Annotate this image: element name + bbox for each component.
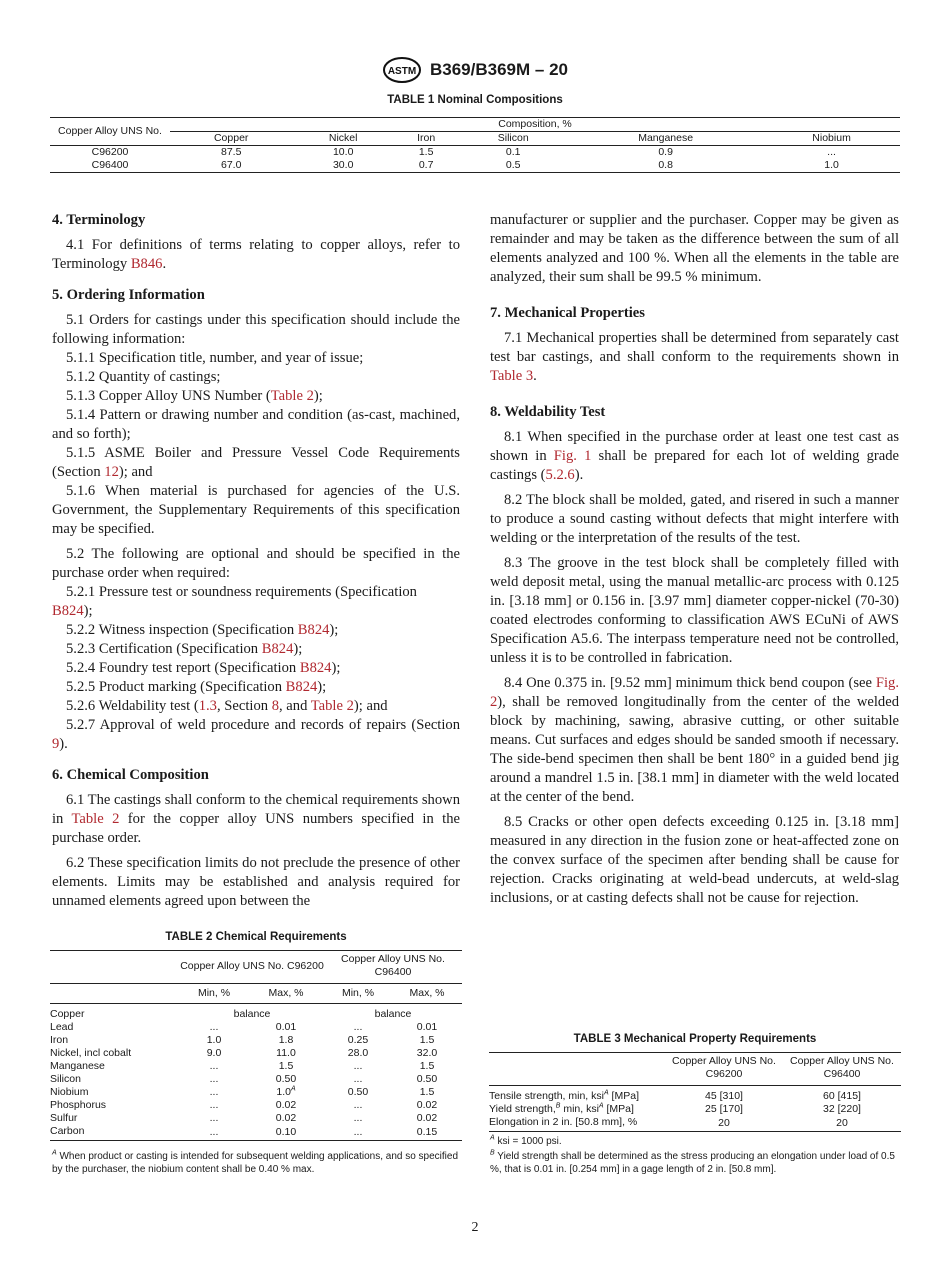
paragraph: 5.2.4 Foundry test report (Specification B824);: [66, 660, 341, 676]
table1-col-header: Nickel: [328, 132, 358, 144]
ref-link[interactable]: Table 2: [71, 811, 120, 827]
table-row: Carbon ... 0.10 ... 0.15: [50, 1125, 438, 1138]
ref-link[interactable]: Table 2: [270, 388, 314, 404]
ref-link[interactable]: 5.2.6: [545, 467, 575, 483]
table2: [50, 950, 462, 1141]
paragraph: 8.5 Cracks or other open defects exceeding 0.125 in. [3.18 mm] measured in any direction in the fusion zone or heat-affected zone on the convex surface of the specimen after bending shall be cause for rejection. Cracks originating at weld-bead undercuts, at weld-slag inclusions, or at casting defects shall not be cause for rejection.: [490, 814, 899, 906]
paragraph: 7.1 Mechanical properties shall be determined from separately cast test bar castings, and shall conform to the requirements shown in Table 3.: [490, 330, 899, 384]
paragraph: 6.2 These specification limits do not preclude the presence of other elements. Limits may be established and analysis required for unnamed elements agreed upon between the: [52, 855, 460, 909]
table-row: Niobium ... $1.0^A$ 0.50 1.5: [50, 1085, 435, 1098]
paragraph: 4.1 For definitions of terms relating to copper alloys, refer to Terminology B846.: [52, 237, 460, 272]
table-row: Nickel, incl cobalt 9.0 11.0 28.0 32.0: [50, 1047, 438, 1059]
ref-link[interactable]: Fig. 2: [490, 675, 899, 710]
ref-link[interactable]: 12: [104, 464, 119, 480]
table1-col-header: Iron: [417, 132, 436, 144]
paragraph: 8.2 The block shall be molded, gated, and risered in such a manner to produce a sound casting without defects that might interfere with welding or the interpretation of the results of the test.: [490, 492, 899, 546]
paragraph: 5.1.5 ASME Boiler and Pressure Vessel Code Requirements (Section 12); and: [52, 445, 460, 480]
table1-col-header: Niobium: [812, 132, 851, 144]
table3-footnote-b: $^B$ Yield strength shall be determined as the stress producing an elongation under load of 0.5 %, that is 0.01 in. [0.254 mm] in a gage length of 2 in. [50.8 mm].: [490, 1149, 895, 1175]
table1: [50, 117, 900, 173]
paragraph: 5.2.6 Weldability test (1.3, Section 8, and Table 2); and: [66, 698, 388, 714]
table2-max-header: Max, %: [268, 987, 304, 999]
ref-link[interactable]: 9: [52, 736, 60, 752]
table3-col1-header: Copper Alloy UNS No. C96200: [672, 1055, 776, 1080]
table-row: C96400 67.0 30.0 0.7 0.5 0.8 1.0: [91, 159, 839, 171]
table2-max-header: Max, %: [409, 987, 445, 999]
paragraph: 5.1 Orders for castings under this specification should include the following information:: [52, 312, 460, 347]
table2-min-header: Min, %: [341, 987, 375, 999]
ref-link[interactable]: 8: [271, 698, 279, 714]
table2-min-header: Min, %: [197, 987, 231, 999]
section-heading: 4. Terminology: [52, 212, 146, 228]
paragraph: 5.2.7 Approval of weld procedure and records of repairs (Section 9).: [52, 717, 460, 752]
ref-link[interactable]: B846: [130, 256, 163, 272]
paragraph: 8.1 When specified in the purchase order at least one test cast as shown in Fig. 1 shall be prepared for each lot of welding grade castings (5.2.6).: [490, 429, 900, 483]
table3-col2-header: Copper Alloy UNS No. C96400: [790, 1055, 894, 1080]
ref-link[interactable]: B824: [52, 603, 84, 619]
table-row: Yield strength,$^B$ min, ksi$^A$ [MPa] 25 [170] 32 [220]: [489, 1102, 861, 1115]
ref-link[interactable]: B824: [261, 641, 294, 657]
table-row: Sulfur ... 0.02 ... 0.02: [50, 1112, 438, 1124]
left-column: [52, 211, 460, 911]
ref-link[interactable]: Fig. 1: [553, 448, 592, 464]
ref-link[interactable]: B824: [299, 660, 332, 676]
table1-title: TABLE 1 Nominal Compositions: [387, 94, 563, 106]
table3: [489, 1052, 901, 1132]
table1-col-header: Copper: [213, 132, 249, 144]
table-row: Tensile strength, min, ksi$^A$ [MPa] 45 [310] 60 [415]: [489, 1089, 861, 1102]
table-row: Lead ... 0.01 ... 0.01: [50, 1021, 438, 1033]
table1-col-header: Silicon: [497, 132, 529, 144]
paragraph: 5.1.6 When material is purchased for agencies of the U.S. Government, the Supplementary Requirements of this specification may be specified.: [52, 483, 460, 537]
table1-col-header: Manganese: [638, 132, 694, 144]
paragraph: 5.2.2 Witness inspection (Specification B824);: [66, 622, 339, 638]
designation: B369/B369M – 20: [430, 60, 568, 79]
paragraph: 5.1.1 Specification title, number, and year of issue;: [66, 350, 364, 366]
table-row: C96200 87.5 10.0 1.5 0.1 0.9 ...: [91, 146, 836, 158]
paragraph: 5.1.4 Pattern or drawing number and condition (as-cast, machined, and so forth);: [52, 407, 460, 442]
paragraph: 8.4 One 0.375 in. [9.52 mm] minimum thick bend coupon (see Fig. 2), shall be removed longitudinally from the center of the welded block by machining, sawing, abrasive cutting, or other suitable means. Cut surfaces and edges should be sanded smooth if necessary. The side-bend specimen then shall be bent 180° in a guided bend jig around a mandrel 1.5 in. [38.1 mm] in diameter with the weld located at the center of the bend.: [490, 675, 899, 805]
ref-link[interactable]: B824: [297, 622, 330, 638]
paragraph: manufacturer or supplier and the purchaser. Copper may be given as remainder and may be taken as the difference between the sum of all elements analyzed and 100 %. When all the elements in the table are analyzed, their sum shall be 99.5 % minimum.: [490, 212, 899, 285]
paragraph: 5.2 The following are optional and should be specified in the purchase order when required:: [52, 546, 460, 581]
paragraph: 5.2.3 Certification (Specification B824);: [66, 641, 303, 657]
ref-link[interactable]: Table 2: [310, 698, 354, 714]
table-row: Iron 1.0 1.8 0.25 1.5: [50, 1034, 435, 1046]
right-column: [490, 211, 899, 908]
section-heading: 7. Mechanical Properties: [490, 305, 645, 321]
table1-group-header: Composition, %: [170, 118, 900, 132]
paragraph: 5.1.2 Quantity of castings;: [66, 369, 221, 385]
paragraph: 5.1.3 Copper Alloy UNS Number (Table 2);: [66, 388, 323, 404]
paragraph: 5.2.5 Product marking (Specification B824);: [66, 679, 327, 695]
table-row: Manganese ... 1.5 ... 1.5: [50, 1060, 435, 1072]
table2-title: TABLE 2 Chemical Requirements: [165, 931, 347, 943]
paragraph: 8.3 The groove in the test block shall be completely filled with weld deposit metal, using the manual metallic-arc process with 0.125 in. [3.18 mm] or 0.156 in. [3.97 mm] diameter copper-nickel (70-30) coated electrodes conforming to classification AWS ECuNi of AWS Specification A5.6. The interpass temperature need not be controlled, unless it is to be controlled in fabrication.: [490, 555, 899, 666]
table1-row-header: Copper Alloy UNS No.: [58, 125, 162, 137]
page-number: 2: [471, 1220, 479, 1235]
table-row: Silicon ... 0.50 ... 0.50: [50, 1073, 438, 1085]
table-row: Elongation in 2 in. [50.8 mm], % 20 20: [489, 1116, 848, 1129]
section-heading: 5. Ordering Information: [52, 287, 205, 303]
paragraph: 5.2.1 Pressure test or soundness requirements (Specification B824);: [52, 584, 417, 619]
table2-alloy2-header: Copper Alloy UNS No. C96400: [341, 953, 445, 978]
table-row: Phosphorus ... 0.02 ... 0.02: [50, 1099, 438, 1111]
ref-link[interactable]: B824: [285, 679, 318, 695]
ref-link[interactable]: Table 3: [490, 368, 534, 384]
table3-title: TABLE 3 Mechanical Property Requirements: [573, 1033, 817, 1045]
section-heading: 8. Weldability Test: [490, 404, 606, 420]
ref-link[interactable]: 1.3: [198, 698, 217, 714]
astm-logo-icon: [382, 56, 422, 84]
page-header: [0, 56, 950, 84]
table-row: Copper balance balance: [50, 1008, 412, 1020]
section-heading: 6. Chemical Composition: [52, 767, 209, 783]
svg-text:ASTM: ASTM: [387, 66, 417, 77]
table2-alloy1-header: Copper Alloy UNS No. C96200: [180, 959, 324, 972]
table3-footnote-a: $^A$ ksi = 1000 psi.: [490, 1134, 562, 1147]
table2-footnote: $^A$ When product or casting is intended for subsequent welding applications, and so specified by the purchaser, the niobium content shall be 0.40 % max.: [52, 1149, 459, 1175]
paragraph: 6.1 The castings shall conform to the chemical requirements shown in Table 2 for the copper alloy UNS numbers specified in the purchase order.: [52, 792, 460, 846]
